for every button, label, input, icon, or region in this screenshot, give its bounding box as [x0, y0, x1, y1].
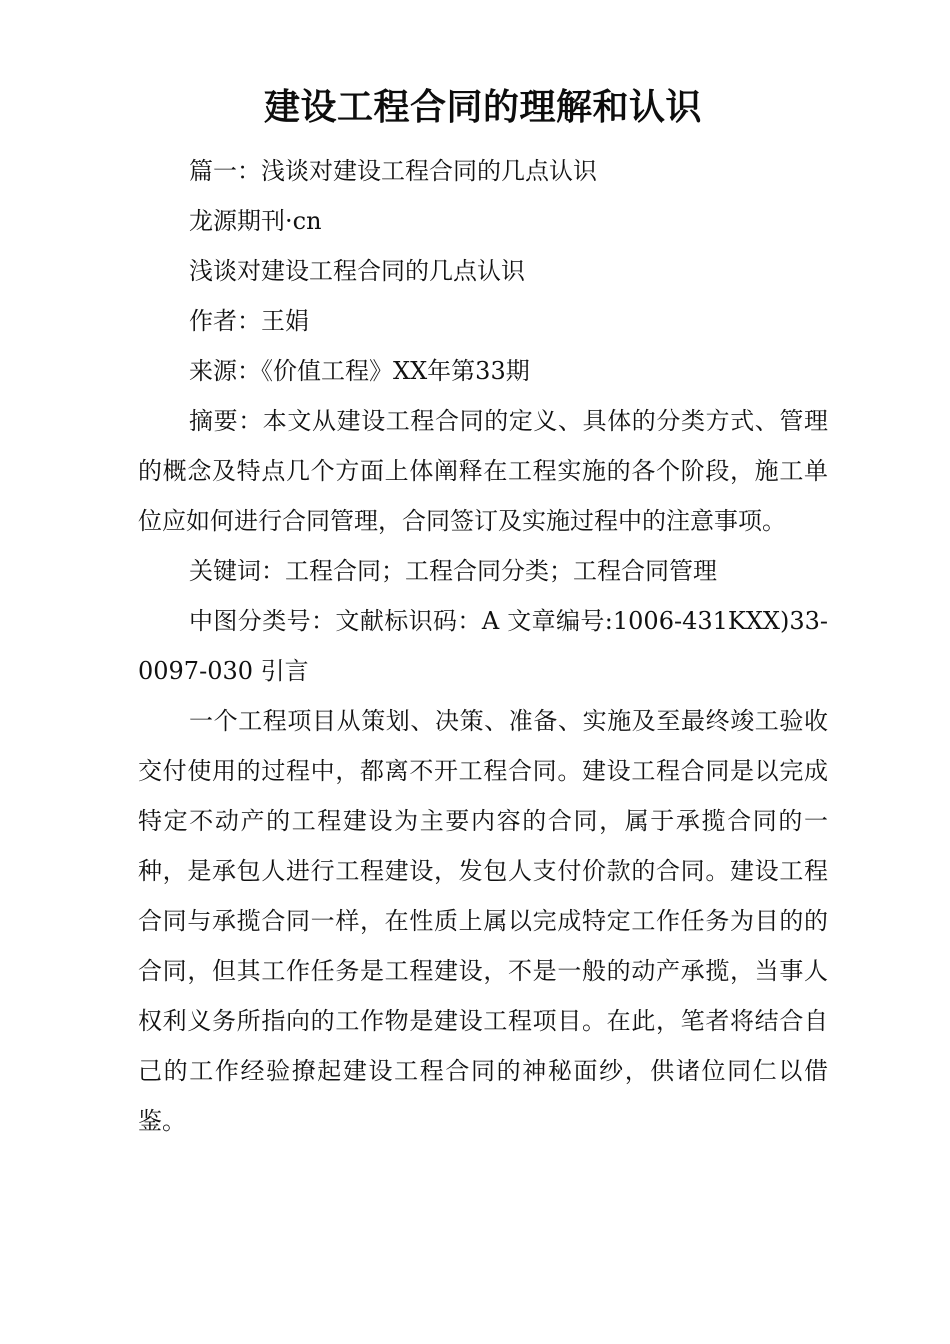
- keywords-line: 关键词：工程合同；工程合同分类；工程合同管理: [189, 557, 717, 585]
- abstract-paragraph: 摘要：本文从建设工程合同的定义、具体的分类方式、管理的概念及特点几个方面上体阐释在工程实施的各个阶段，施工单位应如何进行合同管理，合同签订及实施过程中的注意事项。: [138, 407, 828, 535]
- source-site: 龙源期刊·cn: [189, 207, 322, 235]
- author-line: 作者：王娟: [189, 307, 309, 335]
- article-heading: 篇一：浅谈对建设工程合同的几点认识: [189, 157, 597, 185]
- article-title: 浅谈对建设工程合同的几点认识: [189, 257, 525, 285]
- body-paragraph: 一个工程项目从策划、决策、准备、实施及至最终竣工验收交付使用的过程中，都离不开工程合同。建设工程合同是以完成特定不动产的工程建设为主要内容的合同，属于承揽合同的一种，是承包人进行工程建设，发包人支付价款的合同。建设工程合同与承揽合同一样，在性质上属以完成特定工作任务为目的的合同，但其工作任务是工程建设，不是一般的动产承揽，当事人权利义务所指向的工作物是建设工程项目。在此，笔者将结合自己的工作经验撩起建设工程合同的神秘面纱，供诸位同仁以借鉴。: [138, 707, 828, 1135]
- source-line: 来源：《价值工程》XX年第33期: [189, 357, 530, 385]
- document-body: [138, 82, 828, 1146]
- document-title: 建设工程合同的理解和认识: [263, 87, 702, 128]
- classification-line: 中图分类号：文献标识码：A 文章编号:1006-431KXX)33-0097-030 引言: [138, 607, 828, 685]
